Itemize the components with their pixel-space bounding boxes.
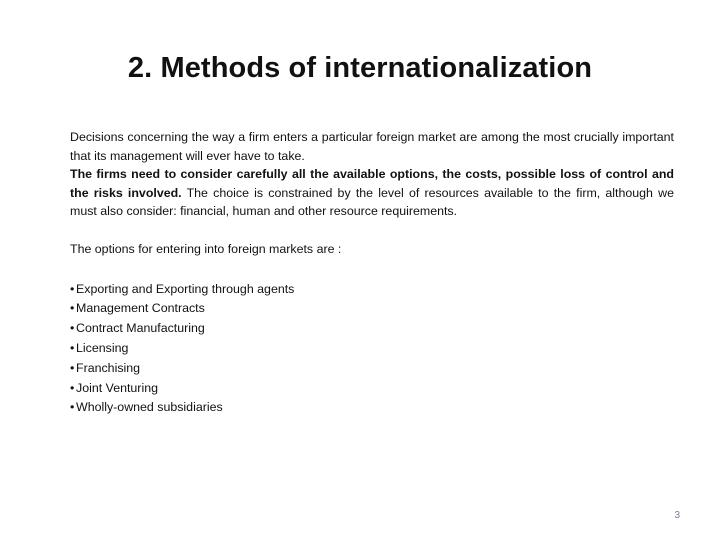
list-item [70, 299, 674, 319]
list-item [70, 359, 674, 379]
option-label: Joint Venturing [76, 380, 158, 395]
option-label: Management Contracts [76, 301, 205, 316]
bullet-icon: • [70, 301, 75, 316]
slide-body [70, 128, 674, 418]
considerations-bold-text: The firms need to consider carefully all the available options, the costs, possible loss of control and the risks involved. [70, 167, 674, 200]
list-item [70, 319, 674, 339]
bullet-icon: • [70, 281, 75, 296]
list-item [70, 280, 674, 300]
option-label: Exporting and Exporting through agents [76, 281, 295, 296]
list-item [70, 398, 674, 418]
slide-title: 2. Methods of internationalization [127, 52, 593, 84]
option-label: Wholly-owned subsidiaries [76, 400, 223, 415]
considerations-text: The choice is constrained by the level of resources available to the firm, although we must also consider: financial, human and other resource requirements. [70, 185, 674, 219]
option-label: Franchising [76, 360, 141, 375]
bullet-icon: • [70, 360, 75, 375]
paragraph-considerations [70, 165, 674, 221]
options-list [70, 280, 674, 419]
bullet-icon: • [70, 380, 75, 395]
options-intro: The options for entering into foreign markets are : [70, 241, 342, 256]
bullet-icon: • [70, 400, 75, 415]
list-item [70, 339, 674, 359]
page-number: 3 [674, 510, 680, 521]
paragraph-decisions: Decisions concerning the way a firm enters a particular foreign market are among the most crucially important that its management will ever have to take. [70, 130, 674, 163]
option-label: Contract Manufacturing [76, 321, 205, 336]
list-item [70, 379, 674, 399]
option-label: Licensing [76, 340, 129, 355]
bullet-icon: • [70, 340, 75, 355]
bullet-icon: • [70, 321, 75, 336]
